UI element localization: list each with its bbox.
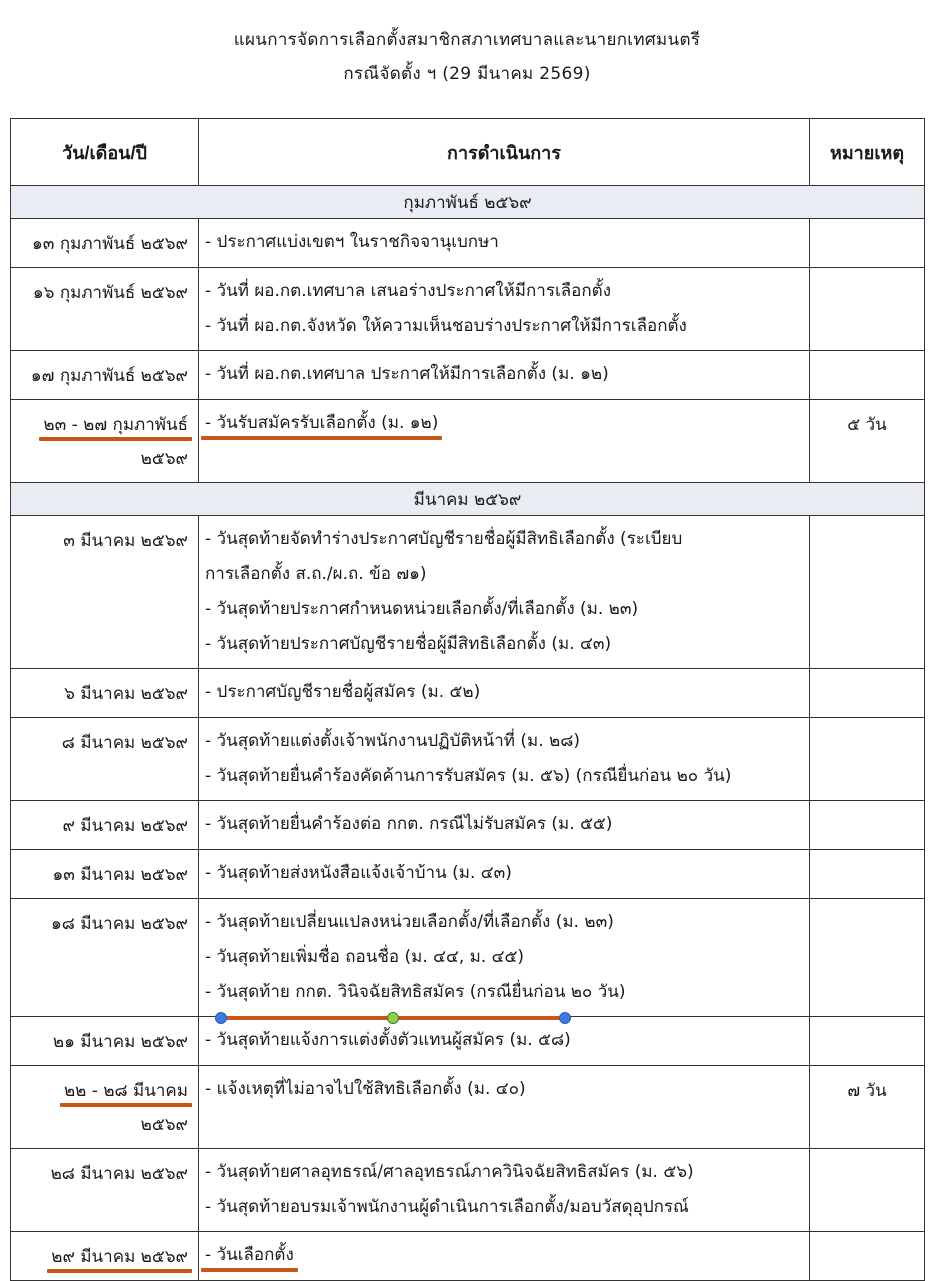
date-year: ๒๕๖๙ (140, 449, 188, 469)
row-date (11, 1066, 199, 1149)
row-note (810, 1017, 925, 1066)
row-note (810, 516, 925, 669)
table-row (11, 718, 925, 801)
action-line: - วันที่ ผอ.กต.เทศบาล ประกาศให้มีการเลือกตั้ง (ม. ๑๒) (205, 364, 609, 384)
row-date: ๑๓ มีนาคม ๒๕๖๙ (11, 850, 199, 899)
action-line: - วันสุดท้ายแต่งตั้งเจ้าพนักงานปฏิบัติหน้าที่ (ม. ๒๘) (205, 731, 580, 751)
action-line: - วันสุดท้ายยื่นคำร้องคัดค้านการรับสมัคร (ม. ๕๖) (กรณียื่นก่อน ๒๐ วัน) (205, 766, 732, 786)
row-actions (199, 850, 810, 899)
resize-handle-right[interactable] (559, 1012, 571, 1024)
highlighted-action: - วันรับสมัครรับเลือกตั้ง (ม. ๑๒) (205, 406, 438, 441)
document-title: แผนการจัดการเลือกตั้งสมาชิกสภาเทศบาลและนายกเทศมนตรี (233, 30, 701, 50)
row-date: ๒๑ มีนาคม ๒๕๖๙ (11, 1017, 199, 1066)
month-row-mar (11, 483, 925, 516)
row-date (11, 1232, 199, 1281)
action-line: - วันสุดท้ายจัดทำร่างประกาศบัญชีรายชื่อผู้มีสิทธิเลือกตั้ง (ระเบียบ (205, 529, 683, 549)
action-line: - วันที่ ผอ.กต.เทศบาล เสนอร่างประกาศให้มีการเลือกตั้ง (205, 281, 612, 301)
action-line: - แจ้งเหตุที่ไม่อาจไปใช้สิทธิเลือกตั้ง (ม. ๔๐) (205, 1079, 526, 1099)
header-note: หมายเหตุ (810, 119, 925, 186)
table-row (11, 219, 925, 268)
document-subtitle: กรณีจัดตั้ง ฯ (29 มีนาคม 2569) (343, 64, 591, 84)
action-line: - วันสุดท้าย กกต. วินิจฉัยสิทธิสมัคร (กรณียื่นก่อน ๒๐ วัน) (205, 982, 626, 1002)
adjust-handle-middle[interactable] (387, 1012, 399, 1024)
row-actions (199, 1066, 810, 1149)
highlighted-action: - วันเลือกตั้ง (205, 1238, 294, 1273)
row-note: ๗ วัน (810, 1066, 925, 1149)
table-row (11, 669, 925, 718)
row-note: ๕ วัน (810, 400, 925, 483)
row-date: ๘ มีนาคม ๒๕๖๙ (11, 718, 199, 801)
row-actions (199, 669, 810, 718)
row-note (810, 351, 925, 400)
row-date: ๓ มีนาคม ๒๕๖๙ (11, 516, 199, 669)
highlighted-date: ๒๓ - ๒๗ กุมภาพันธ์ (43, 408, 188, 442)
action-line: - ประกาศบัญชีรายชื่อผู้สมัคร (ม. ๕๒) (205, 682, 481, 702)
row-date: ๙ มีนาคม ๒๕๖๙ (11, 801, 199, 850)
table-row (11, 400, 925, 483)
row-actions (199, 1017, 810, 1066)
row-note (810, 1232, 925, 1281)
row-date: ๖ มีนาคม ๒๕๖๙ (11, 669, 199, 718)
election-schedule-table (10, 118, 925, 1281)
row-date: ๑๗ กุมภาพันธ์ ๒๕๖๙ (11, 351, 199, 400)
action-line: - วันสุดท้ายเพิ่มชื่อ ถอนชื่อ (ม. ๔๔, ม. ๔๕) (205, 947, 525, 967)
action-line: - วันสุดท้ายยื่นคำร้องต่อ กกต. กรณีไม่รับสมัคร (ม. ๕๕) (205, 814, 613, 834)
action-line: การเลือกตั้ง ส.ถ./ผ.ถ. ข้อ ๗๑) (205, 564, 427, 584)
row-note (810, 850, 925, 899)
table-row (11, 1232, 925, 1281)
table-row (11, 516, 925, 669)
table-row (11, 351, 925, 400)
header-date: วัน/เดือน/ปี (11, 119, 199, 186)
row-actions (199, 219, 810, 268)
action-line: - วันสุดท้ายศาลอุทธรณ์/ศาลอุทธรณ์ภาควินิจฉัยสิทธิสมัคร (ม. ๕๖) (205, 1162, 694, 1182)
row-date: ๑๖ กุมภาพันธ์ ๒๕๖๙ (11, 268, 199, 351)
table-row (11, 1017, 925, 1066)
row-actions (199, 801, 810, 850)
resize-handle-left[interactable] (215, 1012, 227, 1024)
action-line: - วันที่ ผอ.กต.จังหวัด ให้ความเห็นชอบร่างประกาศให้มีการเลือกตั้ง (205, 316, 687, 336)
row-note (810, 268, 925, 351)
row-note (810, 899, 925, 1017)
row-actions (199, 1232, 810, 1281)
action-line: - วันสุดท้ายประกาศบัญชีรายชื่อผู้มีสิทธิเลือกตั้ง (ม. ๔๓) (205, 634, 612, 654)
header-action: การดำเนินการ (199, 119, 810, 186)
action-line: - วันสุดท้ายเปลี่ยนแปลงหน่วยเลือกตั้ง/ที่เลือกตั้ง (ม. ๒๓) (205, 912, 614, 932)
month-label: กุมภาพันธ์ ๒๕๖๙ (11, 186, 925, 219)
row-actions (199, 351, 810, 400)
action-line: - ประกาศแบ่งเขตฯ ในราชกิจจานุเบกษา (205, 232, 499, 252)
date-year: ๒๕๖๙ (140, 1115, 188, 1135)
row-actions (199, 516, 810, 669)
table-row (11, 268, 925, 351)
row-actions (199, 1149, 810, 1232)
row-date: ๑๘ มีนาคม ๒๕๖๙ (11, 899, 199, 1017)
table-row (11, 850, 925, 899)
row-actions (199, 400, 810, 483)
table-row (11, 1149, 925, 1232)
row-note (810, 801, 925, 850)
row-note (810, 718, 925, 801)
highlighted-date: ๒๙ มีนาคม ๒๕๖๙ (51, 1240, 188, 1274)
header-row (11, 119, 925, 186)
table-row (11, 899, 925, 1017)
row-actions (199, 718, 810, 801)
action-line: - วันสุดท้ายแจ้งการแต่งตั้งตัวแทนผู้สมัคร (ม. ๕๘) (205, 1030, 571, 1050)
row-actions (199, 268, 810, 351)
row-actions (199, 899, 810, 1017)
row-date (11, 400, 199, 483)
action-line: - วันสุดท้ายอบรมเจ้าพนักงานผู้ดำเนินการเลือกตั้ง/มอบวัสดุอุปกรณ์ (205, 1197, 689, 1217)
row-date: ๒๘ มีนาคม ๒๕๖๙ (11, 1149, 199, 1232)
row-date: ๑๓ กุมภาพันธ์ ๒๕๖๙ (11, 219, 199, 268)
action-line: - วันสุดท้ายประกาศกำหนดหน่วยเลือกตั้ง/ที่เลือกตั้ง (ม. ๒๓) (205, 599, 639, 619)
table-row (11, 1066, 925, 1149)
row-note (810, 669, 925, 718)
row-note (810, 219, 925, 268)
table-row (11, 801, 925, 850)
action-line: - วันสุดท้ายส่งหนังสือแจ้งเจ้าบ้าน (ม. ๔๓) (205, 863, 512, 883)
month-row-feb (11, 186, 925, 219)
highlighted-date: ๒๒ - ๒๘ มีนาคม (64, 1074, 188, 1108)
row-note (810, 1149, 925, 1232)
month-label: มีนาคม ๒๕๖๙ (11, 483, 925, 516)
